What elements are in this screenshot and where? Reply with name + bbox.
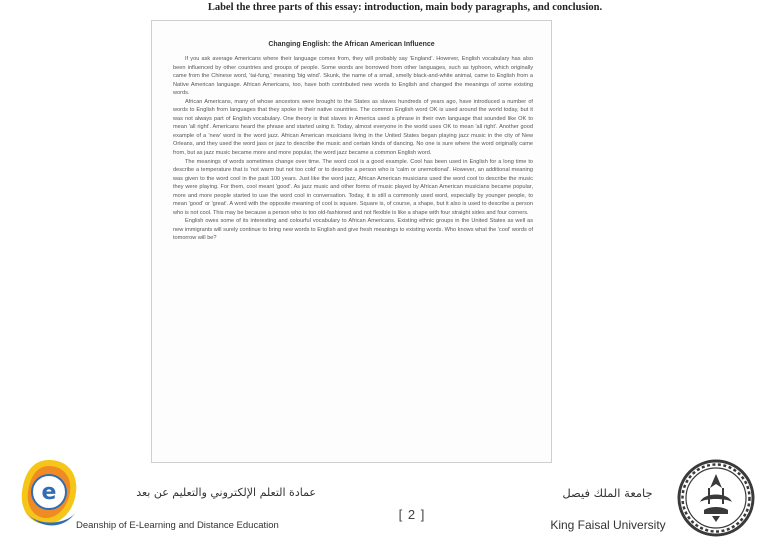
essay-body (173, 55, 533, 243)
essay-paragraph-body-1: African Americans, many of whose ancestors were brought to the States as slaves hundreds of years ago, have introduced a number of words to English from languages that they spoke in their native countries. The common English word OK is used around the world today, but it was not always part of English vocabulary. One theory is that slaves in America used a phrase in their own language that sounded like OK to mean 'all right'. Americans heard the phrase and started using it. Today, almost everyone in the world uses OK to mean 'all right'. Another good example of a 'new' word is the word jazz. African American musicians living in the United States began playing jazz music in the city of New Orleans, and they used the word jass or jazz to describe the music and certain kinds of dancing. No one is sure where the word originally came from, but as jazz music became more and more popular, the word jazz became a common English word. (173, 98, 533, 157)
university-english-name: King Faisal University (550, 518, 666, 532)
page-number: [ 2 ] (398, 507, 426, 522)
essay-paragraph-conclusion: English owes some of its interesting and colourful vocabulary to African Americans. Existing ethnic groups in the United States as well as new immigrants will surely continue to bring new words to English and give fresh meanings to existing words. Who knows what the 'cool' words of tomorrow will be? (173, 218, 533, 242)
essay-instruction: Label the three parts of this essay: introduction, main body paragraphs, and conclusion. (207, 2, 603, 13)
elearning-logo (16, 454, 82, 538)
essay-page (151, 20, 552, 463)
kfu-seal-logo (676, 458, 756, 538)
deanship-english-name: Deanship of E-Learning and Distance Education (76, 520, 279, 531)
elearning-logo-letter: e (41, 480, 57, 505)
essay-title: Changing English: the African American Influence (268, 41, 435, 48)
university-arabic-name: جامعة الملك فيصل (562, 486, 653, 500)
deanship-arabic-name: عمادة التعلم الإلكتروني والتعليم عن بعد (136, 486, 316, 499)
essay-paragraph-intro: If you ask average Americans where their language comes from, they will probably say 'England'. However, English vocabulary has also been influenced by other countries and groups of people. Some words are borrowed from other languages, such as typhoon, which originally came from the Chinese word, 'tai-fung,' meaning 'big wind'. Skunk, the name of a small, smelly black-and-white animal, came to English from a Native American language. African Americans, too, have both contributed new words to English and changed the meanings of some existing words. (173, 56, 533, 97)
essay-paragraph-body-2: The meanings of words sometimes change over time. The word cool is a good example. Cool has been used in English for a long time to describe a temperature that is 'not warm but not too cold' or to describe a person who is 'calm or unemotional'. However, an additional meaning was given to the word cool in the past 100 years. Just like the word jazz, African American musicians used the word cool to describe the music they were playing. For them, cool meant 'good'. As jazz music and other forms of music played by African American musicians became popular, more and more people started to use the word cool in conversation. Today, it is still a commonly used word, especially by younger people, to mean 'good' or 'great'. A word with the opposite meaning of cool is square. Square is, of course, a shape, but it also is used to describe a person who is not cool. This may be because a person who is too old-fashioned and not flexible is like a shape with four straight sides and four corners. (173, 158, 533, 216)
